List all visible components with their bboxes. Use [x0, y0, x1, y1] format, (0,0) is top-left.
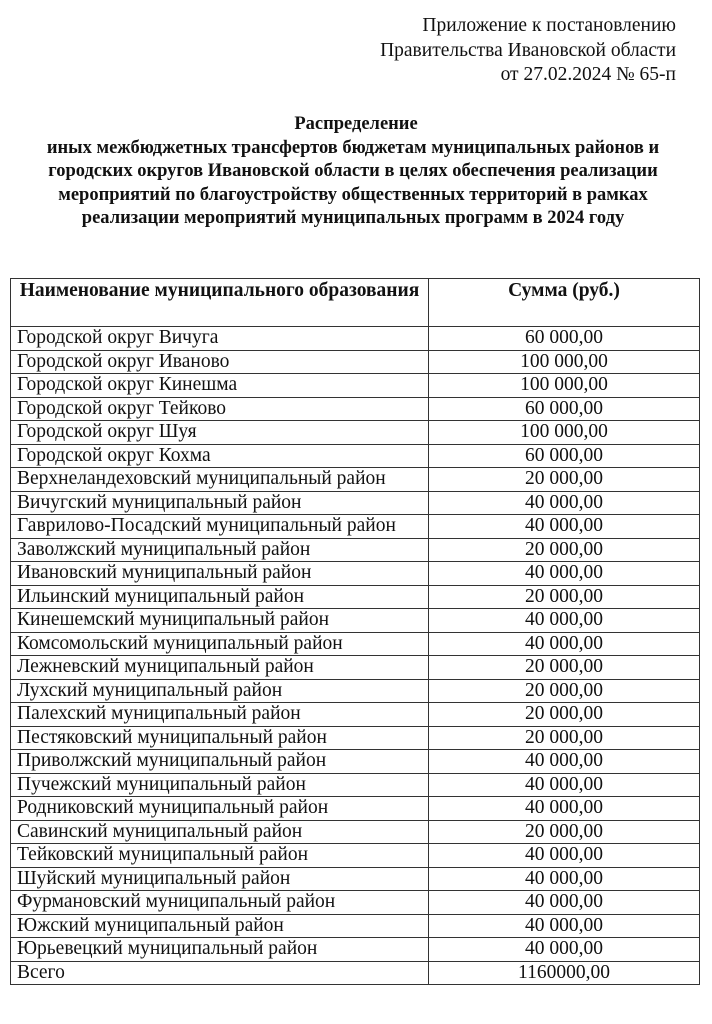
- municipality-name: Заволжский муниципальный район: [11, 538, 429, 562]
- table-row: [11, 656, 700, 680]
- table-row: [11, 491, 700, 515]
- table-total-row: [11, 961, 700, 985]
- municipality-name: Юрьевецкий муниципальный район: [11, 938, 429, 962]
- transfer-amount: 60 000,00: [429, 397, 700, 421]
- transfer-amount: 40 000,00: [429, 844, 700, 868]
- transfer-amount: 40 000,00: [429, 914, 700, 938]
- transfer-amount: 60 000,00: [429, 327, 700, 351]
- municipality-name: Городской округ Кохма: [11, 444, 429, 468]
- transfer-amount: 40 000,00: [429, 632, 700, 656]
- transfer-amount: 40 000,00: [429, 938, 700, 962]
- transfer-amount: 20 000,00: [429, 656, 700, 680]
- table-row: [11, 679, 700, 703]
- table-row: [11, 538, 700, 562]
- municipality-name: Городской округ Тейково: [11, 397, 429, 421]
- table-row: [11, 468, 700, 492]
- transfer-amount: 40 000,00: [429, 773, 700, 797]
- transfer-amount: 20 000,00: [429, 468, 700, 492]
- transfer-amount: 40 000,00: [429, 797, 700, 821]
- total-label: Всего: [11, 961, 429, 985]
- table-row: [11, 632, 700, 656]
- transfer-amount: 100 000,00: [429, 350, 700, 374]
- distribution-table: [10, 278, 700, 985]
- municipality-name: Пучежский муниципальный район: [11, 773, 429, 797]
- municipality-name: Палехский муниципальный район: [11, 703, 429, 727]
- transfer-amount: 40 000,00: [429, 867, 700, 891]
- municipality-name: Ивановский муниципальный район: [11, 562, 429, 586]
- municipality-name: Кинешемский муниципальный район: [11, 609, 429, 633]
- municipality-name: Савинский муниципальный район: [11, 820, 429, 844]
- table-row: [11, 844, 700, 868]
- table-row: [11, 397, 700, 421]
- table-row: [11, 726, 700, 750]
- appendix-line: Приложение к постановлению: [422, 15, 676, 36]
- title-heading: Распределение: [294, 114, 418, 134]
- municipality-name: Пестяковский муниципальный район: [11, 726, 429, 750]
- transfer-amount: 40 000,00: [429, 609, 700, 633]
- transfer-amount: 60 000,00: [429, 444, 700, 468]
- transfer-amount: 20 000,00: [429, 703, 700, 727]
- total-amount: 1160000,00: [429, 961, 700, 985]
- municipality-name: Приволжский муниципальный район: [11, 750, 429, 774]
- table-row: [11, 327, 700, 351]
- appendix-header: [380, 14, 676, 88]
- municipality-name: Гаврилово-Посадский муниципальный район: [11, 515, 429, 539]
- municipality-name: Ильинский муниципальный район: [11, 585, 429, 609]
- table-row: [11, 585, 700, 609]
- table-row: [11, 703, 700, 727]
- table-row: [11, 820, 700, 844]
- table-row: [11, 562, 700, 586]
- table-row: [11, 773, 700, 797]
- transfer-amount: 100 000,00: [429, 374, 700, 398]
- transfer-amount: 20 000,00: [429, 726, 700, 750]
- transfer-amount: 40 000,00: [429, 491, 700, 515]
- table-row: [11, 797, 700, 821]
- transfer-amount: 20 000,00: [429, 538, 700, 562]
- title-subtitle: иных межбюджетных трансфертов бюджетам муниципальных районов и городских округов Ивановской области в целях обеспечения реализации мероприятий по благоустройству общественных территорий в рамках реализации мероприятий муниципальных программ в 2024 году: [46, 137, 660, 228]
- appendix-line: от 27.02.2024 № 65-п: [500, 64, 676, 85]
- table-row: [11, 421, 700, 445]
- document-title: [0, 113, 712, 231]
- municipality-name: Фурмановский муниципальный район: [11, 891, 429, 915]
- table-row: [11, 914, 700, 938]
- municipality-name: Верхнеландеховский муниципальный район: [11, 468, 429, 492]
- municipality-name: Комсомольский муниципальный район: [11, 632, 429, 656]
- municipality-name: Городской округ Кинешма: [11, 374, 429, 398]
- column-header-amount: Сумма (руб.): [429, 279, 700, 327]
- column-header-name: Наименование муниципального образования: [11, 279, 429, 327]
- municipality-name: Лухский муниципальный район: [11, 679, 429, 703]
- transfer-amount: 40 000,00: [429, 891, 700, 915]
- appendix-line: Правительства Ивановской области: [380, 39, 676, 61]
- municipality-name: Городской округ Вичуга: [11, 327, 429, 351]
- transfer-amount: 20 000,00: [429, 679, 700, 703]
- table-row: [11, 867, 700, 891]
- table-row: [11, 444, 700, 468]
- municipality-name: Вичугский муниципальный район: [11, 491, 429, 515]
- table-row: [11, 750, 700, 774]
- municipality-name: Городской округ Шуя: [11, 421, 429, 445]
- transfer-amount: 40 000,00: [429, 562, 700, 586]
- transfer-amount: 100 000,00: [429, 421, 700, 445]
- transfer-amount: 40 000,00: [429, 515, 700, 539]
- table-row: [11, 891, 700, 915]
- table-header-row: [11, 279, 700, 327]
- municipality-name: Шуйский муниципальный район: [11, 867, 429, 891]
- table-row: [11, 609, 700, 633]
- transfer-amount: 20 000,00: [429, 820, 700, 844]
- table-row: [11, 515, 700, 539]
- table-row: [11, 938, 700, 962]
- municipality-name: Лежневский муниципальный район: [11, 656, 429, 680]
- municipality-name: Родниковский муниципальный район: [11, 797, 429, 821]
- municipality-name: Городской округ Иваново: [11, 350, 429, 374]
- table-row: [11, 374, 700, 398]
- municipality-name: Тейковский муниципальный район: [11, 844, 429, 868]
- municipality-name: Южский муниципальный район: [11, 914, 429, 938]
- table-row: [11, 350, 700, 374]
- transfer-amount: 40 000,00: [429, 750, 700, 774]
- transfer-amount: 20 000,00: [429, 585, 700, 609]
